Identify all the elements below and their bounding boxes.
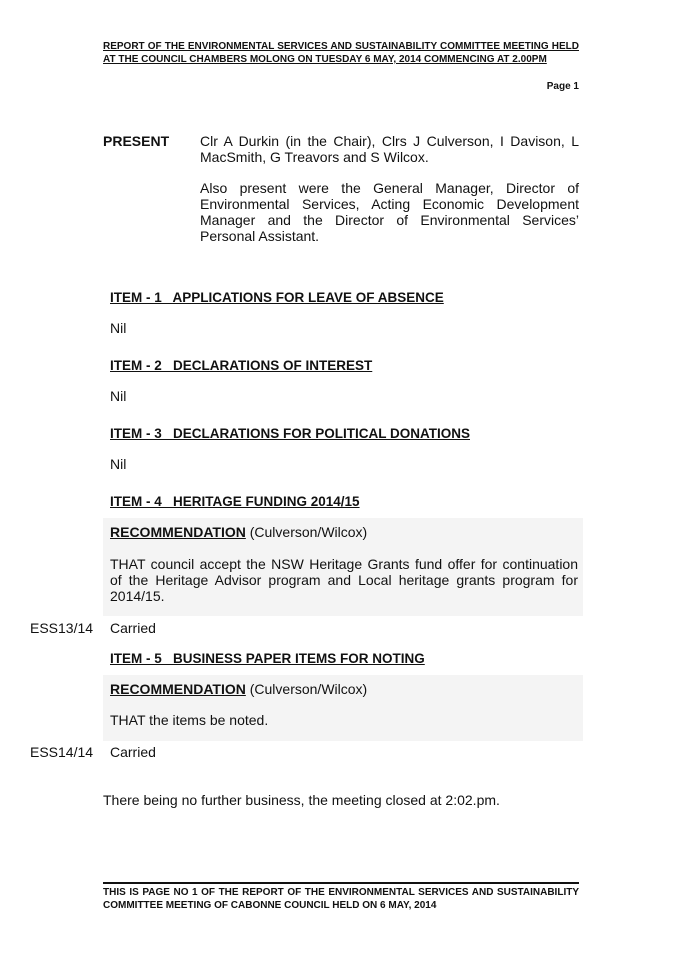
item-5-outcome: Carried	[110, 744, 156, 760]
item-3-title: ITEM - 3 DECLARATIONS FOR POLITICAL DONATIONS	[110, 426, 470, 441]
report-header: REPORT OF THE ENVIRONMENTAL SERVICES AND SUSTAINABILITY COMMITTEE MEETING HELD AT THE COUNCIL CHAMBERS MOLONG ON TUESDAY 6 MAY, 2014 COMMENCING AT 2.00PM	[103, 41, 579, 65]
item-4-recommendation-heading	[110, 524, 367, 540]
item-4-resolution-number: ESS13/14	[30, 620, 94, 636]
item-1-title: ITEM - 1 APPLICATIONS FOR LEAVE OF ABSENCE	[110, 290, 444, 305]
item-4-outcome: Carried	[110, 620, 156, 636]
page-number: Page 1	[546, 81, 579, 92]
page-footer: THIS IS PAGE NO 1 OF THE REPORT OF THE ENVIRONMENTAL SERVICES AND SUSTAINABILITY COMMITTEE MEETING OF CABONNE COUNCIL HELD ON 6 MAY, 2014	[103, 887, 579, 911]
present-label: PRESENT	[103, 133, 170, 149]
item-5-resolution-number: ESS14/14	[30, 744, 94, 760]
item-4-recommendation-text: THAT council accept the NSW Heritage Grants fund offer for continuation of the Heritage Advisor program and Local heritage grants program for 2014/15.	[110, 556, 578, 604]
item-5-title: ITEM - 5 BUSINESS PAPER ITEMS FOR NOTING	[110, 651, 425, 666]
item-1-body: Nil	[110, 320, 127, 336]
item-4-title: ITEM - 4 HERITAGE FUNDING 2014/15	[110, 494, 360, 509]
item-2-title: ITEM - 2 DECLARATIONS OF INTEREST	[110, 358, 373, 373]
item-5-recommendation-text: THAT the items be noted.	[110, 712, 269, 728]
recommendation-label: RECOMMENDATION	[110, 681, 246, 697]
present-members: Clr A Durkin (in the Chair), Clrs J Culverson, I Davison, L MacSmith, G Treavors and S Wilcox.	[200, 133, 579, 165]
item-2-body: Nil	[110, 388, 127, 404]
also-present: Also present were the General Manager, Director of Environmental Services, Acting Economic Development Manager and the Director of Environmental Services’ Personal Assistant.	[200, 180, 579, 244]
recommendation-label: RECOMMENDATION	[110, 524, 246, 540]
item-5-recommendation-heading	[110, 681, 367, 697]
closing-statement: There being no further business, the meeting closed at 2:02.pm.	[103, 792, 500, 808]
footer-divider	[103, 882, 579, 884]
recommendation-movers: (Culverson/Wilcox)	[245, 681, 368, 697]
recommendation-movers: (Culverson/Wilcox)	[245, 524, 368, 540]
item-3-body: Nil	[110, 456, 127, 472]
